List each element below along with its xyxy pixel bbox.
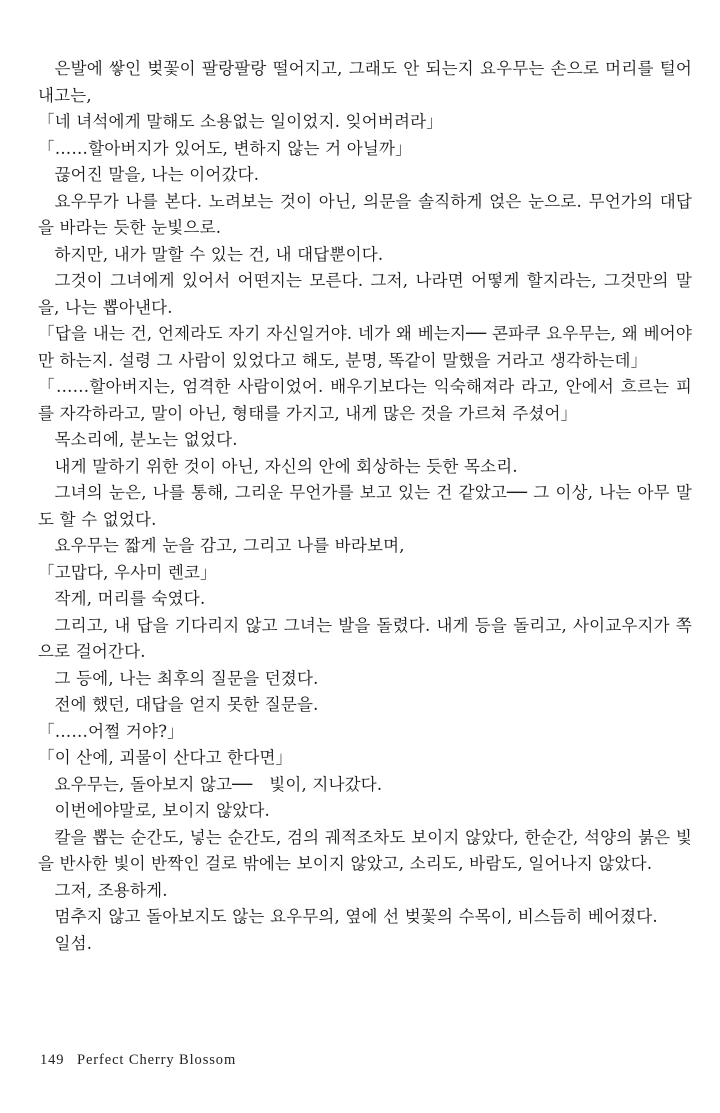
dialogue-line: 「답을 내는 건, 언제라도 자기 자신일거야. 네가 왜 베는지── 콘파쿠 요우무는, 왜 베어야만 하는지. 설령 그 사람이 있었다고 해도, 분명, 똑같이 말했을 거라고 생각하는데」 xyxy=(38,324,692,370)
paragraph: 그 등에, 나는 최후의 질문을 던졌다. xyxy=(54,668,319,688)
paragraph: 그녀의 눈은, 나를 통해, 그리운 무언가를 보고 있는 건 같았고── 그 이상, 나는 아무 말도 할 수 없었다. xyxy=(38,483,692,529)
dialogue-line: 「고맙다, 우사미 렌코」 xyxy=(38,562,217,582)
paragraph: 전에 했던, 대답을 얻지 못한 질문을. xyxy=(54,695,319,714)
dialogue-line: 「네 녀석에게 말해도 소용없는 일이었지. 잊어버려라」 xyxy=(38,112,443,131)
paragraph: 요우무는 짧게 눈을 감고, 그리고 나를 바라보며, xyxy=(54,536,405,555)
paragraph: 작게, 머리를 숙였다. xyxy=(54,589,206,608)
page-number: 149 xyxy=(40,1052,65,1068)
paragraph: 은발에 쌓인 벚꽃이 팔랑팔랑 떨어지고, 그래도 안 되는지 요우무는 손으로 머리를 털어내고는, xyxy=(38,59,692,105)
paragraph: 일섬. xyxy=(54,933,93,953)
paragraph: 그저, 조용하게. xyxy=(54,880,168,900)
paragraph: 멈추지 않고 돌아보지도 않는 요우무의, 옆에 선 벚꽃의 수목이, 비스듬히 베어졌다. xyxy=(54,907,658,926)
dialogue-line: 「……할아버지가 있어도, 변하지 않는 거 아닐까」 xyxy=(38,138,412,158)
paragraph: 칼을 뽑는 순간도, 넣는 순간도, 검의 궤적조차도 보이지 않았다, 한순간, 석양의 붉은 빛을 반사한 빛이 반짝인 걸로 밖에는 보이지 않았고, 소리도, 바람도, 일어나지 않았다. xyxy=(38,827,692,873)
paragraph: 이번에야말로, 보이지 않았다. xyxy=(54,801,270,820)
paragraph: 하지만, 내가 말할 수 있는 건, 내 대답뿐이다. xyxy=(54,244,384,264)
dialogue-line: 「……어쩔 거야?」 xyxy=(38,721,184,741)
dialogue-line: 「……할아버지는, 엄격한 사람이었어. 배우기보다는 익숙해져라 라고, 안에서 흐르는 피를 자각하라고, 말이 아닌, 형태를 가지고, 내게 많은 것을 가르쳐 주셨어」 xyxy=(38,377,692,423)
paragraph: 요우무는, 돌아보지 않고── 빛이, 지나갔다. xyxy=(54,774,383,794)
paragraph: 내게 말하기 위한 것이 아닌, 자신의 안에 회상하는 듯한 목소리. xyxy=(54,456,518,476)
dialogue-line: 「이 산에, 괴물이 산다고 한다면」 xyxy=(38,748,293,767)
paragraph: 그것이 그녀에게 있어서 어떤지는 모른다. 그저, 나라면 어떻게 할지라는, 그것만의 말을, 나는 뽑아낸다. xyxy=(38,271,692,317)
paragraph: 그리고, 내 답을 기다리지 않고 그녀는 발을 돌렸다. 내게 등을 돌리고, 사이교우지가 쪽으로 걸어간다. xyxy=(38,615,692,661)
page-body xyxy=(38,56,692,957)
paragraph: 목소리에, 분노는 없었다. xyxy=(54,430,238,449)
page-footer xyxy=(40,1052,236,1069)
book-title: Perfect Cherry Blossom xyxy=(76,1052,237,1068)
paragraph: 끊어진 말을, 나는 이어갔다. xyxy=(54,165,260,184)
paragraph: 요우무가 나를 본다. 노려보는 것이 아닌, 의문을 솔직하게 얹은 눈으로. 무언가의 대답을 바라는 듯한 눈빛으로. xyxy=(38,191,692,237)
